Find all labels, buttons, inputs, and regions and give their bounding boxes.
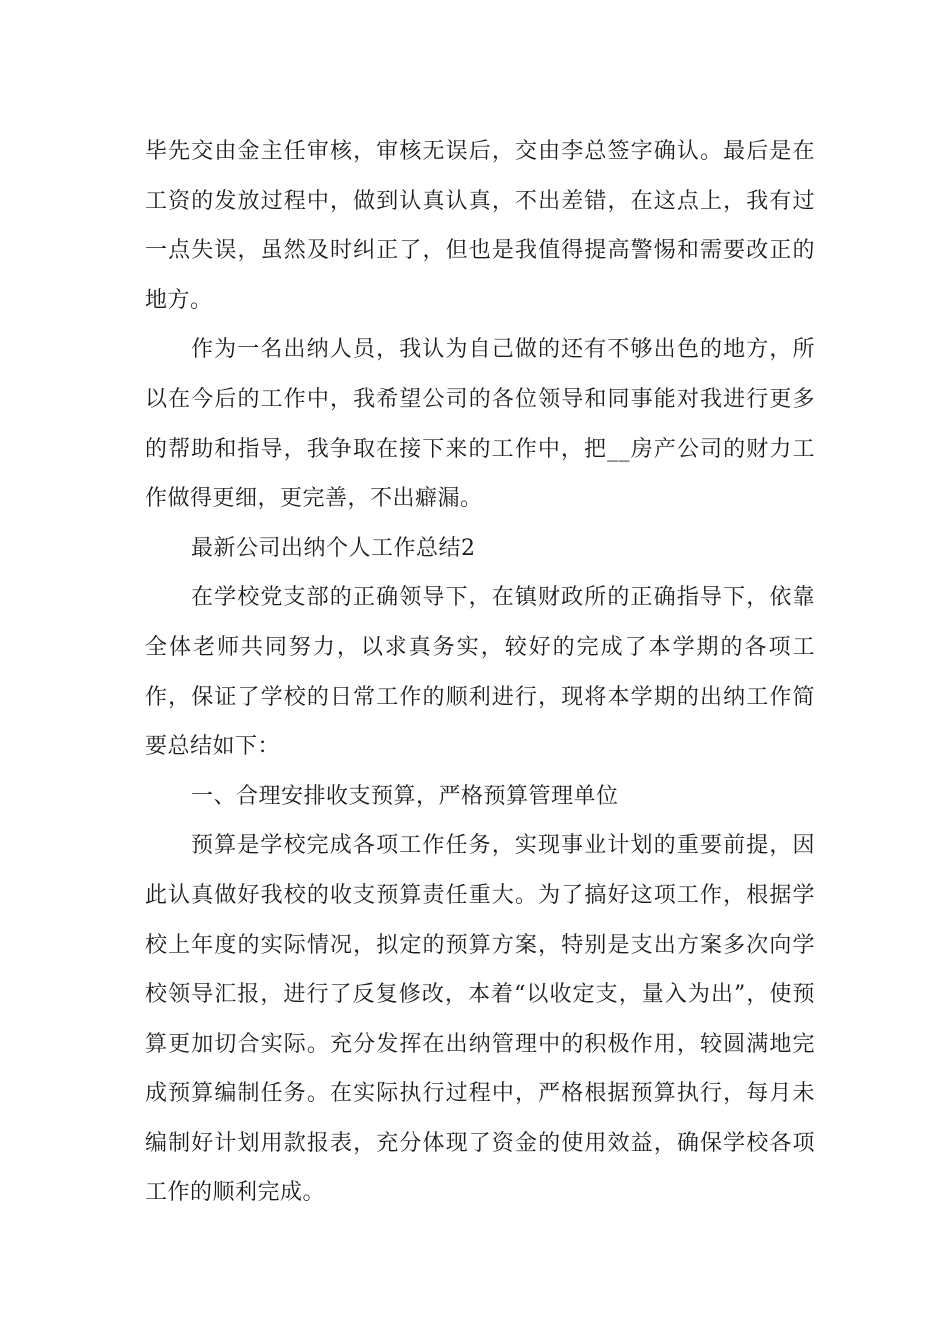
paragraph-2: 作为一名出纳人员，我认为自己做的还有不够出色的地方，所以在今后的工作中，我希望公司的各位领导和同事能对我进行更多的帮助和指导，我争取在接下来的工作中，把__房产公司的财力工作做得更细，更完善，不出癖漏。 (145, 337, 815, 512)
paragraph-1: 毕先交由金主任审核，审核无误后，交由李总签字确认。最后是在工资的发放过程中，做到认真认真，不出差错，在这点上，我有过一点失误，虽然及时纠正了，但也是我值得提高警惕和需要改正的地方。 (145, 139, 815, 313)
document-body (145, 127, 815, 1218)
paragraph-3: 在学校党支部的正确领导下，在镇财政所的正确指导下，依靠全体老师共同努力，以求真务实，较好的完成了本学期的各项工作，保证了学校的日常工作的顺利进行，现将本学期的出纳工作简要总结如下： (145, 585, 815, 760)
paragraph-4: 预算是学校完成各项工作任务，实现事业计划的重要前提，因此认真做好我校的收支预算责任重大。为了搞好这项工作，根据学校上年度的实际情况，拟定的预算方案，特别是支出方案多次向学校领导汇报，进行了反复修改，本着“以收定支，量入为出”，使预算更加切合实际。充分发挥在出纳管理中的积极作用，较圆满地完成预算编制任务。在实际执行过程中，严格根据预算执行，每月未编制好计划用款报表，充分体现了资金的使用效益，确保学校各项工作的顺利完成。 (145, 833, 815, 1206)
section-title-2: 最新公司出纳个人工作总结2 (191, 535, 476, 561)
subsection-heading-1: 一、合理安排收支预算，严格预算管理单位 (191, 783, 619, 809)
